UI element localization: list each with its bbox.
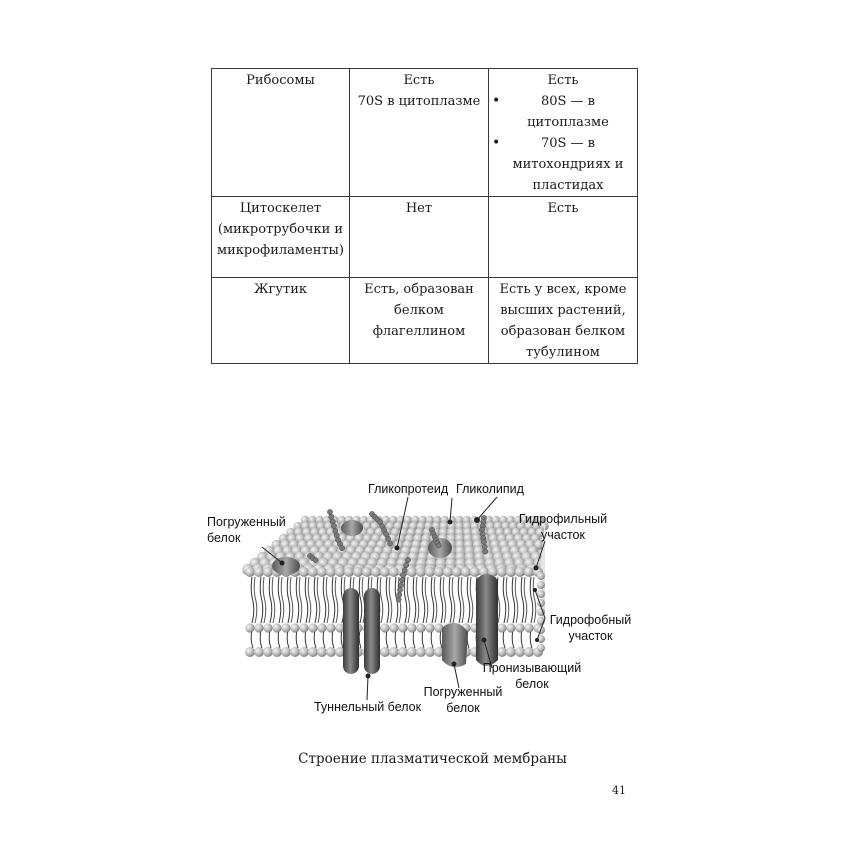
page-number: 41 (612, 784, 626, 797)
glycoprotein-body-2 (341, 520, 363, 536)
list-item: • 70S — в митохондриях и пластидах (494, 133, 632, 196)
label-glycolipid: Гликолипид (456, 482, 524, 496)
row-cytoskeleton-feature: Цитоскелет (микротрубочки и микрофиламенты) (212, 197, 350, 278)
tunnel-protein (343, 588, 380, 674)
label-submerged-protein-top: Погруженный белок (207, 515, 286, 545)
label-hydrophilic: Гидрофильный участок (518, 512, 608, 542)
label-glycoprotein: Гликопротеид (368, 482, 449, 496)
submerged-protein-bottom (442, 623, 468, 667)
row-cytoskeleton-eukaryote: Есть (488, 197, 637, 278)
row-flagellum-feature: Жгутик (212, 278, 350, 364)
glycoprotein-body (428, 538, 452, 558)
row-ribosomes-feature: Рибосомы (212, 69, 350, 197)
ribosomes-eukaryote-head: Есть (547, 73, 579, 88)
submerged-protein-top (272, 557, 300, 575)
list-item: • 80S — в цитоплазме (494, 91, 632, 133)
label-submerged-protein-bottom: Погруженный белок (423, 685, 503, 715)
row-flagellum-eukaryote: Есть у всех, кроме высших растений, образован белком тубулином (488, 278, 637, 364)
ribosomes-prokaryote-text: Есть 70S в цитоплазме (357, 73, 481, 109)
label-tunnel-protein: Туннельный белок (314, 700, 422, 714)
row-cytoskeleton-prokaryote: Нет (349, 197, 488, 278)
figure-caption: Строение плазматической мембраны (298, 751, 567, 767)
label-piercing-protein: Пронизывающий белок (482, 661, 582, 691)
row-flagellum-prokaryote: Есть, образован белком флагеллином (349, 278, 488, 364)
label-hydrophobic: Гидрофобный участок (549, 613, 632, 643)
